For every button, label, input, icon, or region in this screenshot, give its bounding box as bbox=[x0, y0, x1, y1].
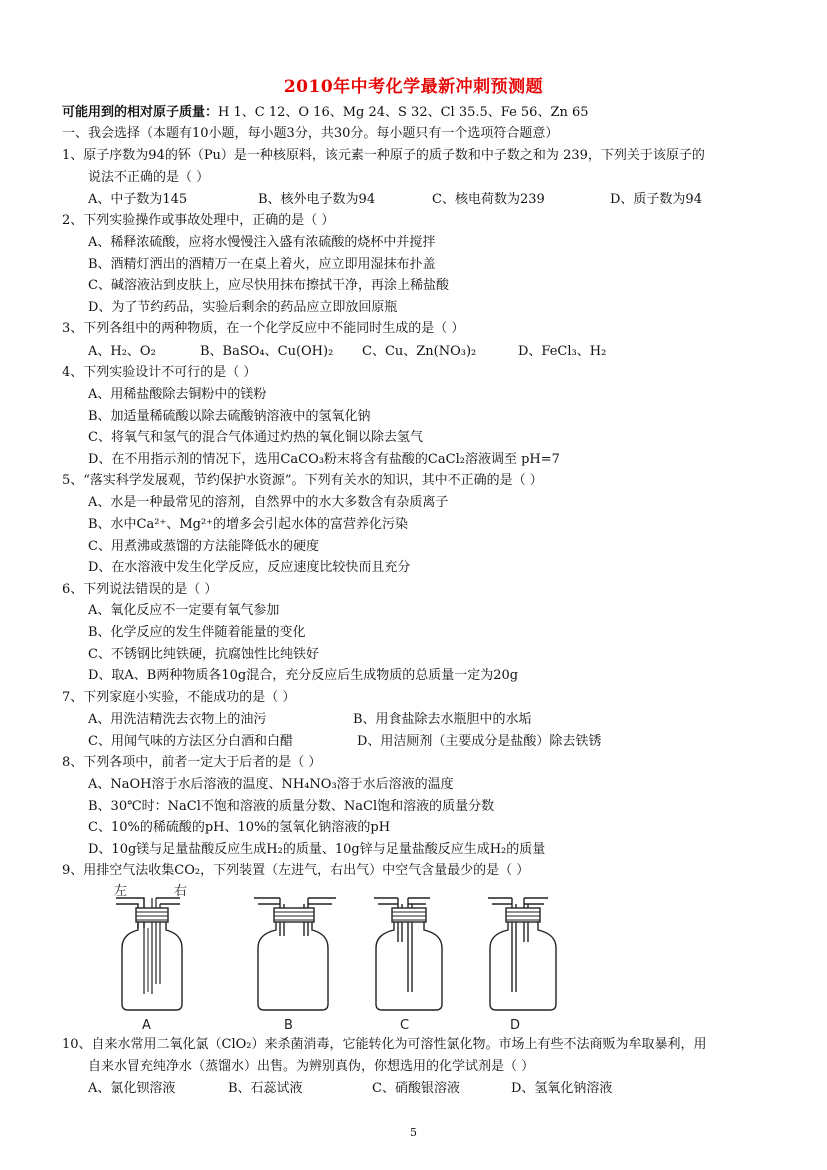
bottle-a bbox=[114, 884, 187, 1010]
page-title: 2010年中考化学最新冲刺预测题 bbox=[283, 77, 544, 97]
q7-stem: 7、下列家庭小实验，不能成功的是（ ） bbox=[62, 690, 296, 705]
q2-stem: 2、下列实验操作或事故处理中，正确的是（ ） bbox=[62, 213, 335, 228]
q7-option-a: A、用洗洁精洗去衣物上的油污 bbox=[88, 712, 267, 727]
atomic-mass-line bbox=[62, 104, 589, 122]
q2-option-c: C、碱溶液沾到皮肤上，应尽快用抹布擦拭干净，再涂上稀盐酸 bbox=[88, 278, 449, 293]
q10-option-a: A、氯化钡溶液 bbox=[88, 1081, 176, 1096]
q7-option-b: B、用食盐除去水瓶胆中的水垢 bbox=[353, 712, 532, 727]
atomic-mass-values: H 1、C 12、O 16、Mg 24、S 32、Cl 35.5、Fe 56、Zn 65 bbox=[218, 105, 589, 120]
q5-option-c: C、用煮沸或蒸馏的方法能降低水的硬度 bbox=[88, 539, 319, 554]
q7-option-d: D、用洁厕剂（主要成分是盐酸）除去铁锈 bbox=[357, 734, 602, 749]
bottle-d bbox=[488, 898, 556, 1010]
q5-option-b: B、水中Ca²⁺、Mg²⁺的增多会引起水体的富营养化污染 bbox=[88, 517, 409, 532]
q7-option-c: C、用闻气味的方法区分白酒和白醋 bbox=[88, 734, 293, 749]
gas-bottle-figure bbox=[108, 884, 608, 1033]
atomic-mass-label: 可能用到的相对原子质量： bbox=[62, 105, 219, 120]
bottle-c-label: C bbox=[400, 1018, 410, 1033]
q6-option-d: D、取A、B两种物质各10g混合，充分反应后生成物质的总质量一定为20g bbox=[88, 668, 519, 683]
q1-stem-line2: 说法不正确的是（ ） bbox=[88, 170, 210, 185]
section-heading: 一、我会选择（本题有10小题，每小题3分，共30分。每小题只有一个选项符合题意） bbox=[62, 126, 559, 141]
q5-stem: 5、“落实科学发展观，节约保护水资源”。下列有关水的知识，其中不正确的是（ ） bbox=[62, 473, 543, 488]
bottle-a-right-label: 右 bbox=[174, 884, 188, 899]
q1-option-d: D、质子数为94 bbox=[610, 192, 702, 207]
q4-option-d: D、在不用指示剂的情况下，选用CaCO₃粉末将含有盐酸的CaCl₂溶液调至 pH=7 bbox=[88, 452, 560, 467]
q5-option-a: A、水是一种最常见的溶剂，自然界中的水大多数含有杂质离子 bbox=[88, 495, 449, 510]
page-number: 5 bbox=[410, 1126, 417, 1139]
q8-option-c: C、10%的稀硫酸的pH、10%的氢氧化钠溶液的pH bbox=[88, 820, 391, 835]
q8-option-b: B、30℃时：NaCl不饱和溶液的质量分数、NaCl饱和溶液的质量分数 bbox=[88, 799, 495, 814]
q3-stem: 3、下列各组中的两种物质，在一个化学反应中不能同时生成的是（ ） bbox=[62, 321, 465, 336]
q2-option-a: A、稀释浓硫酸，应将水慢慢注入盛有浓硫酸的烧杯中并搅拌 bbox=[88, 235, 436, 250]
q10-stem-line2: 自来水冒充纯净水（蒸馏水）出售。为辨别真伪，你想选用的化学试剂是（ ） bbox=[88, 1059, 535, 1074]
q4-stem: 4、下列实验设计不可行的是（ ） bbox=[62, 365, 257, 380]
q1-option-a: A、中子数为145 bbox=[88, 192, 188, 207]
q5-option-d: D、在水溶液中发生化学反应，反应速度比较快而且充分 bbox=[88, 560, 411, 575]
bottle-d-label: D bbox=[510, 1018, 521, 1033]
q1-option-c: C、核电荷数为239 bbox=[432, 192, 545, 207]
bottle-a-label: A bbox=[142, 1018, 151, 1033]
q3-option-a: A、H₂、O₂ bbox=[88, 344, 156, 359]
q4-option-b: B、加适量稀硫酸以除去硫酸钠溶液中的氢氧化钠 bbox=[88, 409, 371, 424]
q8-option-a: A、NaOH溶于水后溶液的温度、NH₄NO₃溶于水后溶液的温度 bbox=[88, 777, 454, 792]
q4-option-a: A、用稀盐酸除去铜粉中的镁粉 bbox=[88, 387, 267, 402]
q3-option-b: B、BaSO₄、Cu(OH)₂ bbox=[200, 344, 334, 359]
q8-stem: 8、下列各项中，前者一定大于后者的是（ ） bbox=[62, 755, 322, 770]
q10-option-b: B、石蕊试液 bbox=[228, 1081, 303, 1096]
q4-option-c: C、将氧气和氢气的混合气体通过灼热的氧化铜以除去氢气 bbox=[88, 430, 423, 445]
q10-option-d: D、氢氧化钠溶液 bbox=[511, 1081, 613, 1096]
q6-option-c: C、不锈钢比纯铁硬，抗腐蚀性比纯铁好 bbox=[88, 647, 319, 662]
q8-option-d: D、10g镁与足量盐酸反应生成H₂的质量、10g锌与足量盐酸反应生成H₂的质量 bbox=[88, 842, 546, 857]
q3-option-d: D、FeCl₃、H₂ bbox=[518, 344, 607, 359]
q10-stem-line1: 10、自来水常用二氧化氯（ClO₂）来杀菌消毒，它能转化为可溶性氯化物。市场上有些不法商贩为牟取暴利，用 bbox=[62, 1037, 707, 1052]
bottle-c bbox=[374, 898, 442, 1010]
q10-option-c: C、硝酸银溶液 bbox=[372, 1081, 460, 1096]
q1-stem-line1: 1、原子序数为94的钚（Pu）是一种核原料，该元素一种原子的质子数和中子数之和为 239，下列关于该原子的 bbox=[62, 148, 705, 163]
q2-option-b: B、酒精灯洒出的酒精万一在桌上着火，应立即用湿抹布扑盖 bbox=[88, 257, 436, 272]
bottle-b-label: B bbox=[284, 1018, 293, 1033]
bottle-b bbox=[254, 898, 336, 1010]
q9-stem: 9、用排空气法收集CO₂，下列装置（左进气，右出气）中空气含量最少的是（ ） bbox=[62, 863, 530, 878]
q2-option-d: D、为了节约药品，实验后剩余的药品应立即放回原瓶 bbox=[88, 300, 398, 315]
bottle-a-left-label: 左 bbox=[114, 884, 128, 899]
q1-option-b: B、核外电子数为94 bbox=[258, 192, 376, 207]
q6-option-a: A、氧化反应不一定要有氧气参加 bbox=[88, 603, 280, 618]
q3-option-c: C、Cu、Zn(NO₃)₂ bbox=[362, 344, 477, 359]
q6-stem: 6、下列说法错误的是（ ） bbox=[62, 582, 218, 597]
q6-option-b: B、化学反应的发生伴随着能量的变化 bbox=[88, 625, 306, 640]
